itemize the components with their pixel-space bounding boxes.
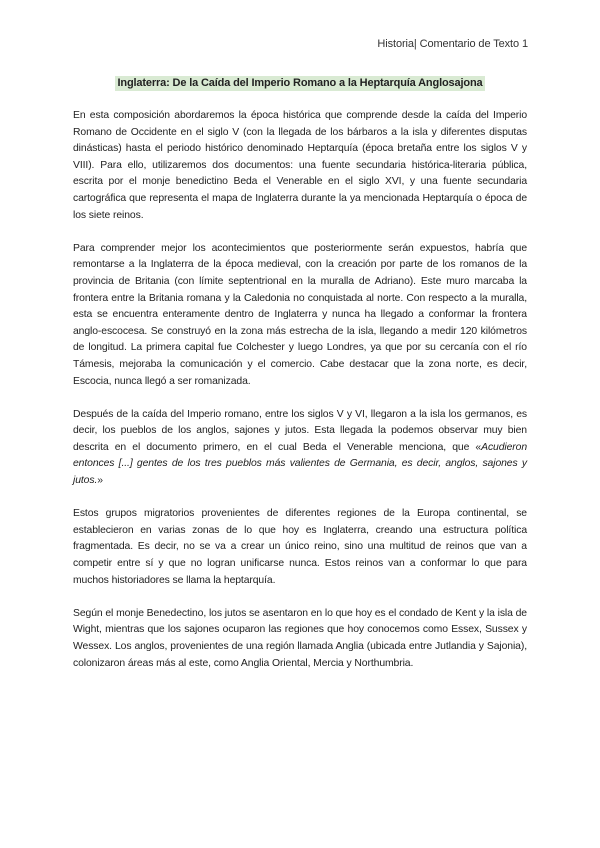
document-body [73,108,527,689]
paragraph-1: En esta composición abordaremos la época histórica que comprende desde la caída del Imperio Romano de Occidente en el siglo V (con la llegada de los bárbaros a la isla y diferentes disputas dinásticas) hasta el periodo histórico denominado Heptarquía (época bretaña entre los siglos V y VIII). Para ello, utilizaremos dos documentos: una fuente secundaria histórica-literaria pública, escrita por el monje benedictino Beda el Venerable en el siglo XVI, y una fuente secundaria cartográfica que representa el mapa de Inglaterra durante la ya mencionada Heptarquía o época de los siete reinos. [73,110,527,221]
paragraph-3 [73,407,527,490]
paragraph-2: Para comprender mejor los acontecimientos que posteriormente serán expuestos, habría que remontarse a la Inglaterra de la época medieval, con la creación por parte de los romanos de la provincia de Britania (con límite septentrional en la muralla de Adriano). Este muro marcaba la frontera entre la Britania romana y la Caledonia no conquistada al norte. Con respecto a la muralla, esta se encuentra enteramente dentro de Inglaterra y nunca ha llegado a conformar la frontera anglo-escocesa. Se construyó en la zona más estrecha de la isla, llegando a medir 120 kilómetros de longitud. La primera capital fue Colchester y luego Londres, ya que por su cercanía con el río Támesis, mejoraba la comunicación y el comercio. Cabe destacar que la zona norte, es decir, Escocia, nunca llegó a ser romanizada. [73,242,527,387]
beda-quote: Acudieron entonces [...] gentes de los tres pueblos más valientes de Germania, es decir, anglos, sajones y jutos. [73,441,527,487]
title-container [0,73,600,91]
paragraph-5: Según el monje Benedectino, los jutos se asentaron en lo que hoy es el condado de Kent y la isla de Wight, mientras que los sajones ocuparon las regiones que hoy conocemos como Essex, Sussex y Wessex. Los anglos, provenientes de una región llamada Anglia (ubicada entre Jutlandia y Sajonia), colonizaron áreas más al este, como Anglia Oriental, Mercia y Northumbria. [73,607,527,669]
quote-close: » [97,475,103,487]
paragraph-4: Estos grupos migratorios provenientes de diferentes regiones de la Europa continental, se establecieron en varias zonas de lo que hoy es Inglaterra, creando una estructura política fragmentada. Es decir, no se va a crear un único reino, sino una multitud de reinos que van a competir entre sí y que no logran unificarse nunca. Estos reinos van a conformar lo que para muchos historiadores se llama la heptarquía. [73,508,527,586]
document-title: Inglaterra: De la Caída del Imperio Romano a la Heptarquía Anglosajona [117,77,483,89]
page-header: Historia| Comentario de Texto 1 [377,38,528,50]
paragraph-3-text: Después de la caída del Imperio romano, entre los siglos V y VI, llegaron a la isla los germanos, es decir, los pueblos de los anglos, sajones y jutos. Esta llegada la podemos observar muy bien descrita en el documento primero, en el cual Beda el Venerable menciona, que « [73,408,527,453]
